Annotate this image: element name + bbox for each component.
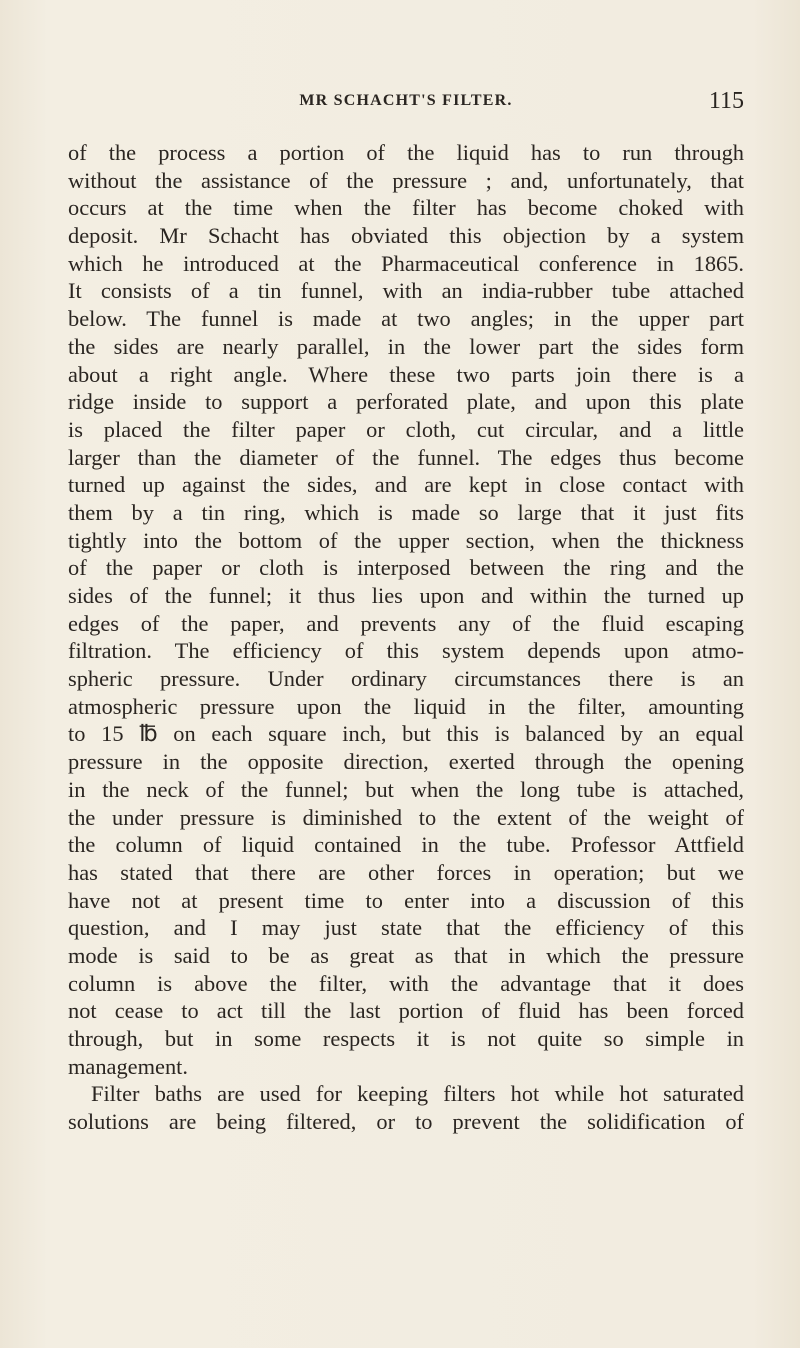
text-line: of the process a portion of the liquid has to run through <box>68 140 744 165</box>
text-line: in the neck of the funnel; but when the long tube is attached, <box>68 776 744 802</box>
text-line: the under pressure is diminished to the extent of the weight of <box>68 804 744 830</box>
text-line: tightly into the bottom of the upper section, when the thickness <box>68 527 744 553</box>
text-line: It consists of a tin funnel, with an india-rubber tube attached <box>68 278 744 304</box>
text-line: Filter baths are used for keeping filters hot while hot saturated <box>91 1081 744 1107</box>
text-line: turned up against the sides, and are kept in close contact with <box>68 472 744 498</box>
body-text <box>68 139 744 1136</box>
text-line: of the paper or cloth is interposed between the ring and the <box>68 555 744 581</box>
text-line: occurs at the time when the filter has become choked with <box>68 195 744 221</box>
page-number: 115 <box>708 88 744 114</box>
text-line: solutions are being filtered, or to prevent the solidification of <box>68 1109 744 1135</box>
running-head <box>68 88 744 118</box>
text-line: below. The funnel is made at two angles; in the upper part <box>68 306 744 332</box>
text-line: mode is said to be as great as that in which the pressure <box>68 942 744 968</box>
text-line: spheric pressure. Under ordinary circumstances there is an <box>68 666 744 692</box>
text-line: the sides are nearly parallel, in the lower part the sides form <box>68 333 744 359</box>
text-line: which he introduced at the Pharmaceutical conference in 1865. <box>68 250 744 276</box>
text-line: them by a tin ring, which is made so large that it just fits <box>68 499 744 525</box>
text-line: management. <box>68 1053 188 1079</box>
text-line: has stated that there are other forces in operation; but we <box>68 859 744 885</box>
text-line: edges of the paper, and prevents any of the fluid escaping <box>68 610 744 636</box>
text-line: deposit. Mr Schacht has obviated this objection by a system <box>68 223 744 249</box>
text-line: question, and I may just state that the efficiency of this <box>68 915 744 941</box>
text-line: have not at present time to enter into a discussion of this <box>68 887 744 913</box>
text-line: about a right angle. Where these two parts join there is a <box>68 361 744 387</box>
text-line: larger than the diameter of the funnel. The edges thus become <box>68 444 744 470</box>
text-line: sides of the funnel; it thus lies upon and within the turned up <box>68 583 744 608</box>
text-line: the column of liquid contained in the tube. Professor Attfield <box>68 832 744 858</box>
running-title: MR SCHACHT'S FILTER. <box>299 92 513 109</box>
text-line: atmospheric pressure upon the liquid in the filter, amounting <box>68 693 744 719</box>
text-line: column is above the filter, with the advantage that it does <box>68 970 744 996</box>
text-line: through, but in some respects it is not quite so simple in <box>68 1026 744 1051</box>
text-line: not cease to act till the last portion of fluid has been forced <box>68 998 744 1024</box>
text-line: is placed the filter paper or cloth, cut circular, and a little <box>68 416 744 442</box>
text-line: without the assistance of the pressure ; and, unfortunately, that <box>68 167 744 193</box>
text-line: pressure in the opposite direction, exerted through the opening <box>68 749 744 775</box>
text-line: filtration. The efficiency of this system depends upon atmo- <box>68 638 744 664</box>
text-line: to 15 ℔ on each square inch, but this is balanced by an equal <box>68 721 744 747</box>
text-line: ridge inside to support a perforated plate, and upon this plate <box>68 389 744 415</box>
